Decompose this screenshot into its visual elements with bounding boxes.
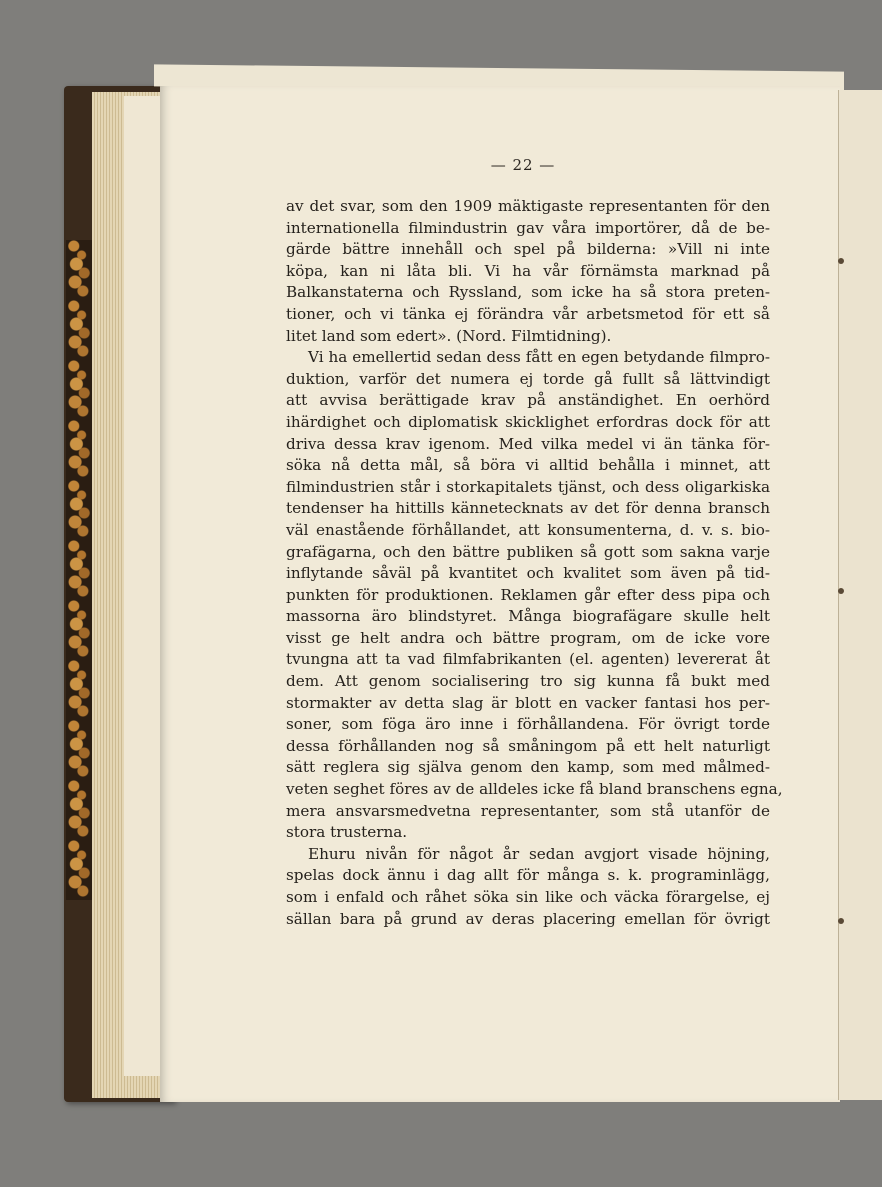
- page-number: — 22 —: [490, 156, 556, 174]
- text-line: driva dessa krav igenom. Med vilka medel vi än tänka för-: [286, 434, 770, 453]
- text-line: dem. Att genom socialisering tro sig kunna få bukt med: [286, 672, 770, 691]
- text-line: tendenser ha hittills kännetecknats av det för denna bransch: [286, 499, 770, 518]
- text-line: Balkanstaterna och Ryssland, som icke ha så stora preten-: [286, 283, 770, 302]
- text-line: punkten för produktionen. Reklamen går efter dess pipa och: [286, 585, 770, 604]
- paragraph-start-line: Ehuru nivån för något år sedan avgjort visade höjning,: [308, 844, 770, 863]
- binding-pin: [838, 588, 844, 594]
- text-line: internationella filmindustrin gav våra importörer, då de be-: [286, 218, 770, 237]
- next-page-edge: [838, 90, 882, 1100]
- marbled-cover-edge: [66, 240, 92, 900]
- text-line: som i enfald och råhet söka sin like och väcka förargelse, ej: [286, 888, 770, 906]
- binding-pin: [838, 918, 844, 924]
- text-line: dessa förhållanden nog så småningom på ett helt naturligt: [286, 736, 770, 755]
- text-line: duktion, varför det numera ej torde gå fullt så lättvindigt: [286, 369, 770, 388]
- text-line: massorna äro blindstyret. Många biografägare skulle helt: [286, 607, 770, 626]
- text-line: väl enastående förhållandet, att konsumenterna, d. v. s. bio-: [286, 520, 770, 539]
- text-line: sätt reglera sig själva genom den kamp, som med målmed-: [286, 758, 770, 777]
- text-block: [286, 196, 783, 930]
- text-line: soner, som föga äro inne i förhållandena. För övrigt torde: [286, 715, 770, 734]
- text-line: veten seghet föres av de alldeles icke få bland branschens egna,: [286, 780, 783, 799]
- text-line: tioner, och vi tänka ej förändra vår arbetsmetod för ett så: [286, 304, 770, 323]
- text-line: att avvisa berättigade krav på anständighet. En oerhörd: [286, 391, 770, 410]
- binding-pin: [838, 258, 844, 264]
- text-line: av det svar, som den 1909 mäktigaste representanten för den: [286, 197, 770, 215]
- text-line: tvungna att ta vad filmfabrikanten (el. agenten) levererat åt: [286, 650, 770, 669]
- text-line: filmindustrien står i storkapitalets tjänst, och dess oligarkiska: [286, 477, 770, 496]
- text-line: ihärdighet och diplomatisk skicklighet erfordras dock för att: [286, 412, 770, 431]
- text-line: stormakter av detta slag är blott en vacker fantasi hos per-: [286, 693, 770, 712]
- text-line: spelas dock ännu i dag allt för många s. k. programinlägg,: [286, 866, 770, 885]
- paragraph-start-line: Vi ha emellertid sedan dess fått en egen betydande filmpro-: [308, 348, 770, 367]
- text-line: köpa, kan ni låta bli. Vi ha vår förnämsta marknad på: [286, 261, 770, 280]
- text-line: stora trusterna.: [286, 823, 408, 842]
- text-line: grafägarna, och den bättre publiken så gott som sakna varje: [286, 542, 770, 561]
- text-line: sällan bara på grund av deras placering emellan för övrigt: [286, 909, 770, 928]
- text-line: litet land som edert». (Nord. Filmtidning).: [286, 326, 612, 345]
- text-line: inflytande såväl på kvantitet och kvalitet som även på tid-: [286, 564, 770, 583]
- text-line: gärde bättre innehåll och spel på bilderna: »Vill ni inte: [286, 240, 770, 259]
- text-line: söka nå detta mål, så böra vi alltid behålla i minnet, att: [286, 456, 770, 475]
- text-line: mera ansvarsmedvetna representanter, som stå utanför de: [286, 801, 770, 820]
- text-line: visst ge helt andra och bättre program, om de icke vore: [286, 628, 770, 647]
- left-page-sheet: [124, 96, 165, 1076]
